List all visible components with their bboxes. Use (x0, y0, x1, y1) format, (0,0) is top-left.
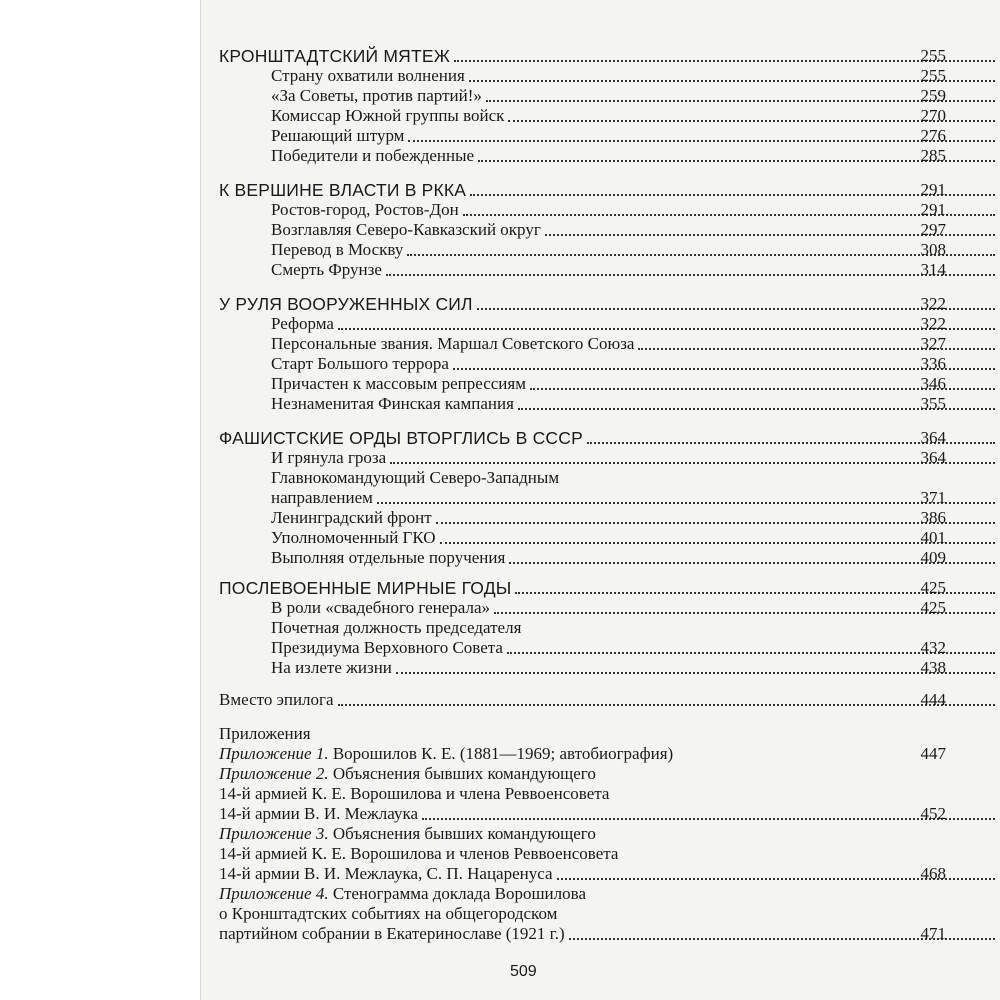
section-entry[interactable] (201, 258, 1000, 280)
appendix-title: Объяснения бывших командующего (332, 824, 596, 843)
appendix-line (219, 744, 673, 764)
section-title: Старт Большого террора (271, 354, 449, 373)
page-number: 336 (920, 354, 946, 373)
page-number: 425 (920, 598, 946, 617)
appendix-title: 14-й армией К. Е. Ворошилова и членов Реввоенсовета (219, 844, 619, 863)
chapter-entry[interactable] (201, 292, 1000, 314)
page-number: 255 (920, 66, 946, 85)
appendix-entry[interactable] (201, 762, 1000, 784)
appendix-entry-continued[interactable] (201, 902, 1000, 924)
page-number: 432 (920, 638, 946, 657)
page-number: 291 (920, 180, 946, 199)
section-entry[interactable] (201, 312, 1000, 334)
appendix-title: Ворошилов К. Е. (1881—1969; автобиография) (332, 744, 674, 763)
section-entry[interactable] (201, 84, 1000, 106)
section-entry[interactable] (201, 466, 1000, 488)
page-number: 364 (920, 448, 946, 467)
section-title: Незнаменитая Финская кампания (271, 394, 514, 413)
appendix-entry[interactable] (201, 882, 1000, 904)
section-entry[interactable] (201, 198, 1000, 220)
section-entry[interactable] (201, 656, 1000, 678)
chapter-title: У РУЛЯ ВООРУЖЕННЫХ СИЛ (219, 294, 473, 314)
section-entry[interactable] (201, 124, 1000, 146)
page-number: 371 (920, 488, 946, 507)
section-title: Президиума Верховного Совета (271, 638, 503, 657)
section-title: Перевод в Москву (271, 240, 404, 259)
appendix-title: 14-й армией К. Е. Ворошилова и члена Реввоенсовета (219, 784, 610, 803)
appendix-title: Объяснения бывших командующего (332, 764, 596, 783)
page-number: 447 (920, 744, 946, 763)
chapter-entry[interactable] (201, 426, 1000, 448)
appendix-entry[interactable] (201, 822, 1000, 844)
page-number: 270 (920, 106, 946, 125)
section-entry[interactable] (201, 506, 1000, 528)
page-number: 364 (920, 428, 946, 447)
chapter-title: К ВЕРШИНЕ ВЛАСТИ В РККА (219, 180, 467, 200)
section-title: Реформа (271, 314, 334, 333)
appendix-line (219, 824, 596, 844)
page-number: 276 (920, 126, 946, 145)
section-title: Смерть Фрунзе (271, 260, 382, 279)
epilogue-title: Вместо эпилога (219, 690, 334, 709)
section-title: Решающий штурм (271, 126, 405, 145)
section-entry[interactable] (201, 352, 1000, 374)
page-number: 322 (920, 294, 946, 313)
appendix-label: Приложение 1. (219, 744, 329, 763)
section-title: Персональные звания. Маршал Советского Союза (271, 334, 635, 353)
appendix-entry-continued[interactable] (201, 782, 1000, 804)
page-number: 255 (920, 46, 946, 65)
appendix-title: Стенограмма доклада Ворошилова (332, 884, 586, 903)
section-entry[interactable] (201, 218, 1000, 240)
page-number: 314 (920, 260, 946, 279)
section-entry[interactable] (201, 372, 1000, 394)
chapter-entry[interactable] (201, 178, 1000, 200)
chapter-entry[interactable] (201, 576, 1000, 598)
appendix-entry-continued[interactable] (201, 802, 1000, 824)
section-title: Выполняя отдельные поручения (271, 548, 506, 567)
section-title: В роли «свадебного генерала» (271, 598, 490, 617)
appendices-title: Приложения (219, 724, 311, 743)
appendix-title: 14-й армии В. И. Межлаука, С. П. Нацаренуса (219, 864, 553, 883)
section-title: И грянула гроза (271, 448, 387, 467)
appendix-label: Приложение 3. (219, 824, 329, 843)
page-number: 322 (920, 314, 946, 333)
section-entry[interactable] (201, 332, 1000, 354)
page-number: 409 (920, 548, 946, 567)
appendix-title: партийном собрании в Екатеринославе (1921 г.) (219, 924, 565, 943)
appendix-title: о Кронштадтских событиях на общегородском (219, 904, 558, 923)
appendices-heading (201, 722, 1000, 744)
page-number: 327 (920, 334, 946, 353)
section-entry[interactable] (201, 64, 1000, 86)
page-number: 438 (920, 658, 946, 677)
section-entry-continued[interactable] (201, 636, 1000, 658)
section-entry[interactable] (201, 546, 1000, 568)
appendix-line (219, 884, 586, 904)
section-title: Комиссар Южной группы войск (271, 106, 505, 125)
page-number: 452 (920, 804, 946, 823)
appendix-line (219, 764, 596, 784)
appendix-label: Приложение 4. (219, 884, 329, 903)
section-title: На излете жизни (271, 658, 392, 677)
section-entry[interactable] (201, 392, 1000, 414)
page-number: 425 (920, 578, 946, 597)
section-entry[interactable] (201, 144, 1000, 166)
page-number: 291 (920, 200, 946, 219)
page-number: 468 (920, 864, 946, 883)
appendix-entry-continued[interactable] (201, 862, 1000, 884)
appendix-title: 14-й армии В. И. Межлаука (219, 804, 419, 823)
section-entry-continued[interactable] (201, 486, 1000, 508)
appendix-entry-continued[interactable] (201, 922, 1000, 944)
table-of-contents (201, 0, 1000, 1000)
chapter-title: КРОНШТАДТСКИЙ МЯТЕЖ (219, 46, 451, 66)
section-title: Уполномоченный ГКО (271, 528, 436, 547)
page-number: 471 (920, 924, 946, 943)
book-page (200, 0, 1000, 1000)
section-title: направлением (271, 488, 373, 507)
page-number: 355 (920, 394, 946, 413)
page-number: 401 (920, 528, 946, 547)
appendix-entry-continued[interactable] (201, 842, 1000, 864)
section-title: Победители и побежденные (271, 146, 475, 165)
section-entry[interactable] (201, 238, 1000, 260)
page-number: 386 (920, 508, 946, 527)
page-folio: 509 (510, 963, 537, 980)
section-entry[interactable] (201, 526, 1000, 548)
section-title: Ленинградский фронт (271, 508, 432, 527)
section-entry[interactable] (201, 616, 1000, 638)
page-number: 297 (920, 220, 946, 239)
page-number: 308 (920, 240, 946, 259)
appendix-entry[interactable] (201, 742, 1000, 764)
section-title: Главнокомандующий Северо-Западным (271, 468, 560, 487)
section-title: «За Советы, против партий!» (271, 86, 482, 105)
page-number: 444 (920, 690, 946, 709)
section-title: Возглавляя Северо-Кавказский округ (271, 220, 541, 239)
epilogue-entry[interactable] (201, 688, 1000, 710)
section-title: Почетная должность председателя (271, 618, 522, 637)
chapter-entry[interactable] (201, 44, 1000, 66)
page-number: 285 (920, 146, 946, 165)
section-entry[interactable] (201, 104, 1000, 126)
chapter-title: ФАШИСТСКИЕ ОРДЫ ВТОРГЛИСЬ В СССР (219, 428, 583, 448)
page-number: 259 (920, 86, 946, 105)
section-title: Страну охватили волнения (271, 66, 465, 85)
chapter-title: ПОСЛЕВОЕННЫЕ МИРНЫЕ ГОДЫ (219, 578, 512, 598)
section-entry[interactable] (201, 446, 1000, 468)
appendix-label: Приложение 2. (219, 764, 329, 783)
section-entry[interactable] (201, 596, 1000, 618)
section-title: Причастен к массовым репрессиям (271, 374, 526, 393)
page-number: 346 (920, 374, 946, 393)
section-title: Ростов-город, Ростов-Дон (271, 200, 459, 219)
